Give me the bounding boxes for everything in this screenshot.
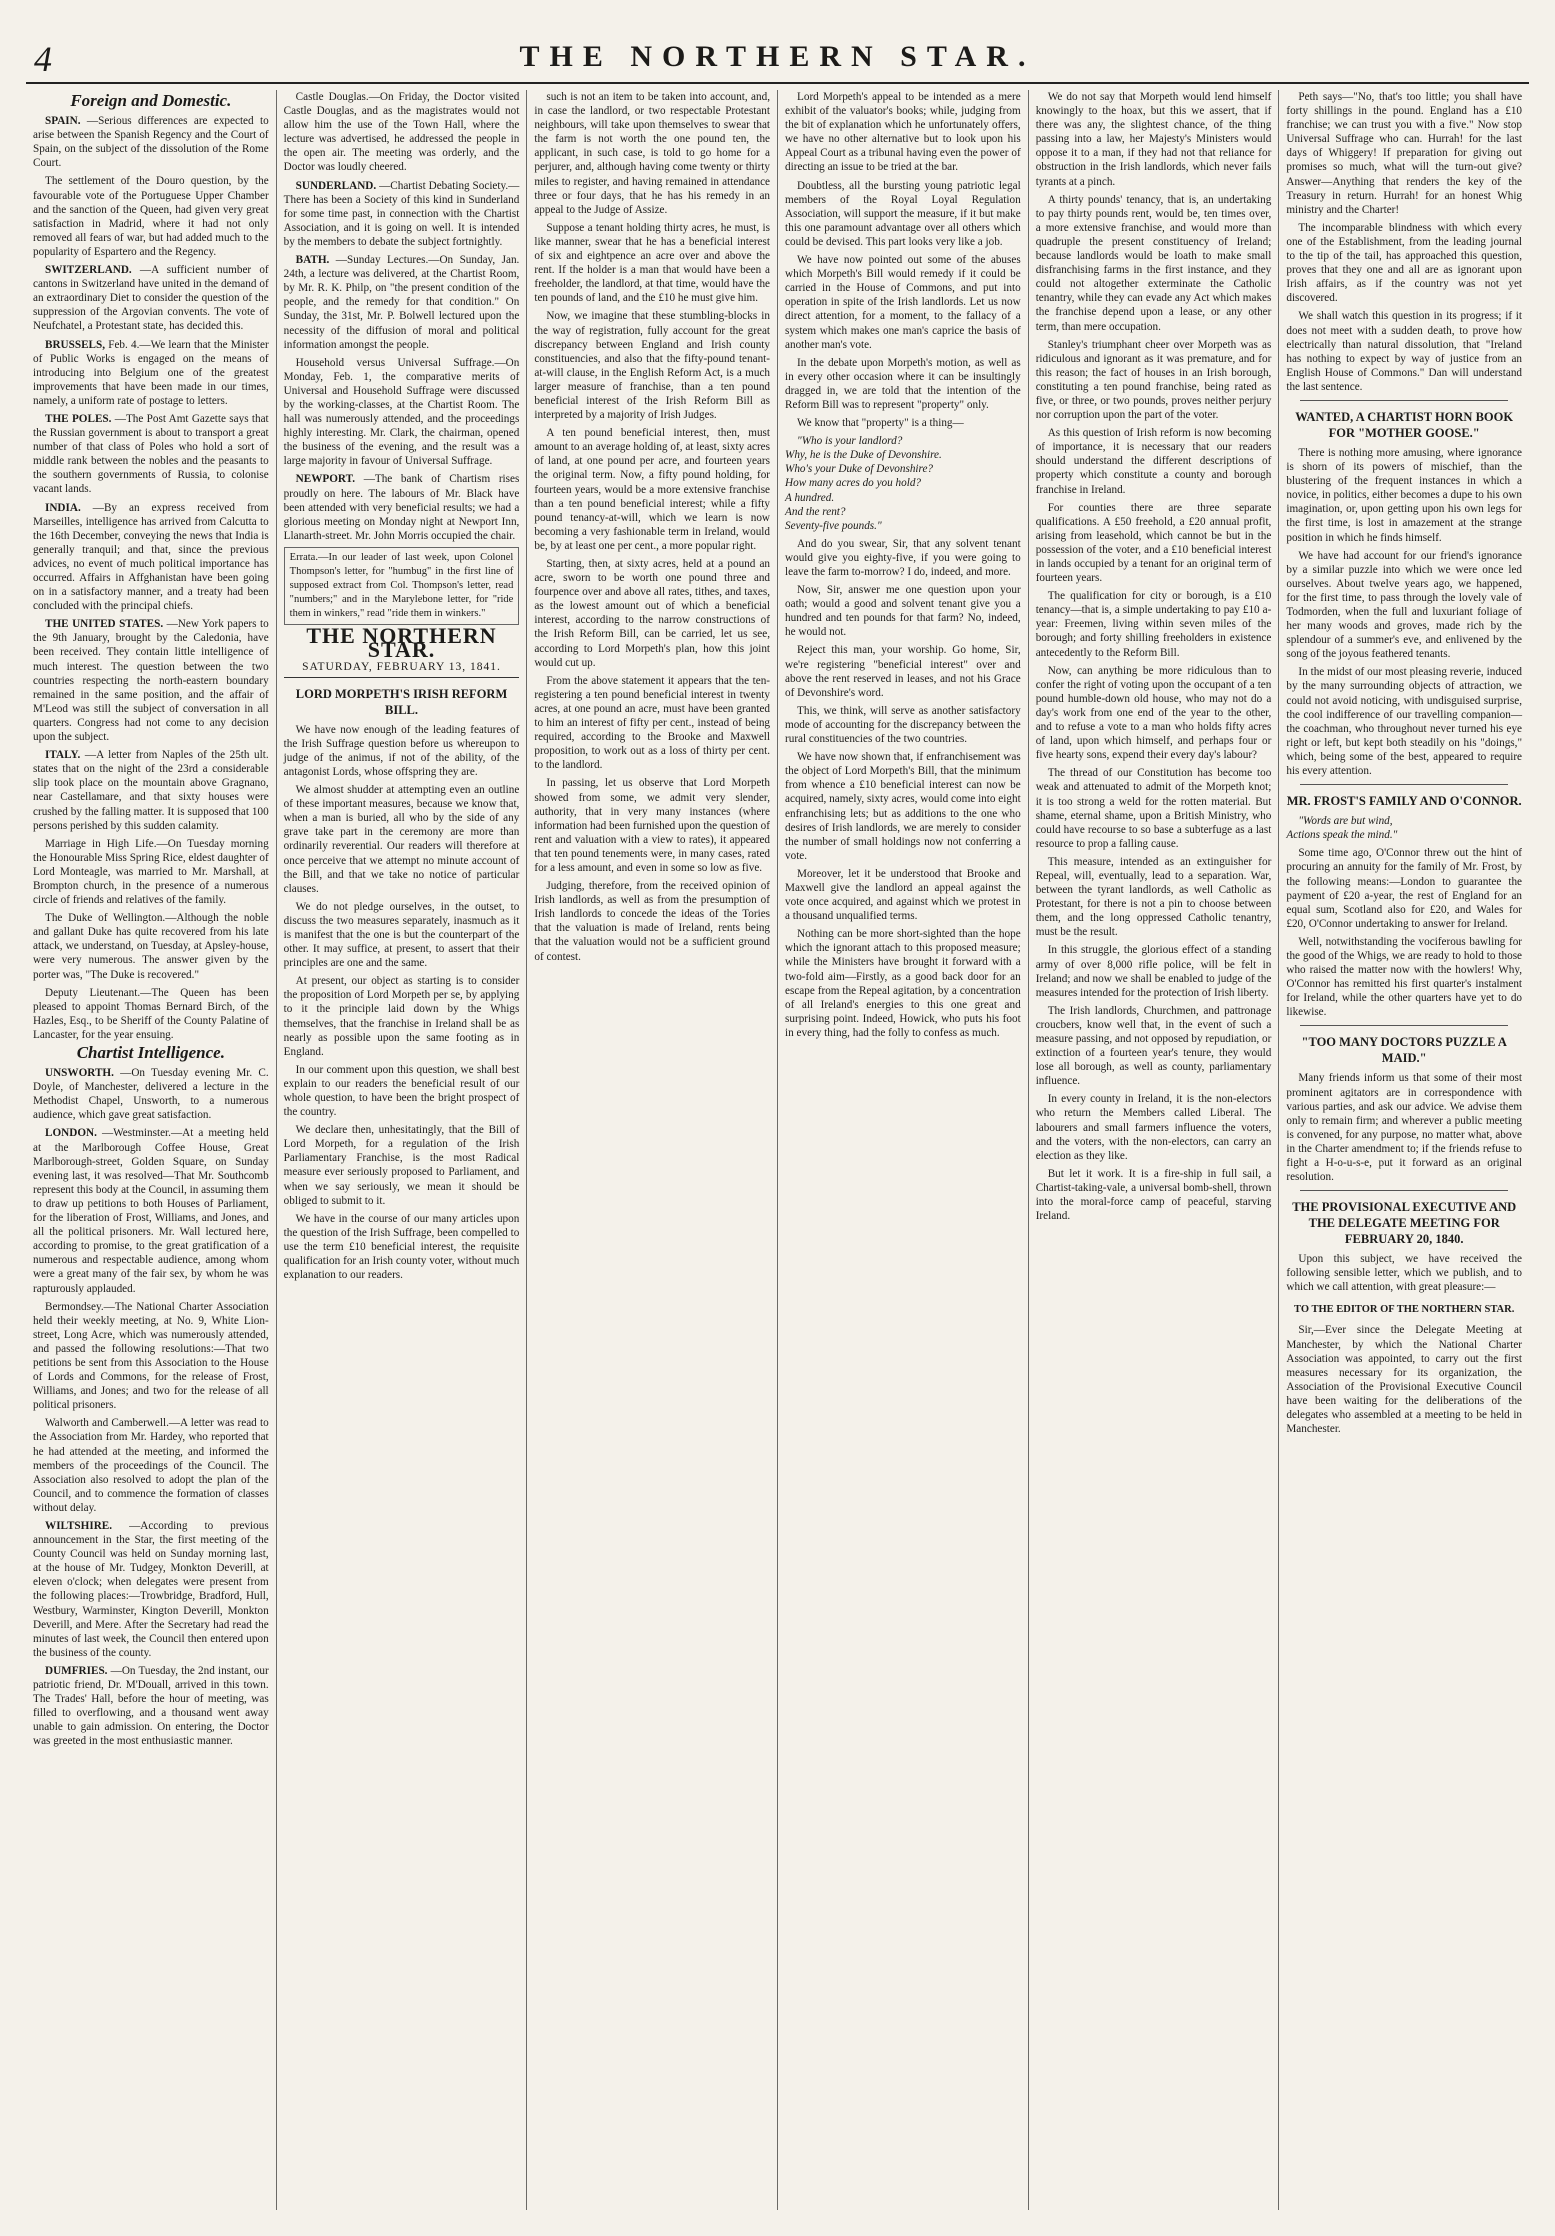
paragraph: Castle Douglas.—On Friday, the Doctor visited Castle Douglas, and as the magistrates would not allow him the use of the Town Hall, where the lecture was advertised, he addressed the people in the open air. The meeting was orderly, and the Doctor was loudly cheered. xyxy=(283,91,520,174)
paragraph: In passing, let us observe that Lord Morpeth showed from some, we admit very slender, authority, that in very many instances (where information had been furnished upon the question of rent and valuation with a view to rates), it appeared that ten pound tenements were, in many cases, rated for a less amount, and even in some so low as five. xyxy=(534,777,771,874)
divider xyxy=(1300,784,1508,785)
paragraph: For counties there are three separate qualifications. A £50 freehold, a £20 annual profit, arising from leasehold, which cannot be but in the possession of the voter, and a £10 beneficial interest in lands occupied by a tenant for an original term of fourteen years. xyxy=(1035,501,1272,585)
errata-notice: Errata.—In our leader of last week, upon Colonel Thompson's letter, for "humbug" in the first line of supposed extract from Col. Thompson's letter, read "numbers;" and in the Marylebone letter, for "ride them in winkers," read "ride them in winkers." xyxy=(284,547,520,625)
paragraph: In our comment upon this question, we shall best explain to our readers the beneficial result of our whole question, to have been the bright prospect of the country. xyxy=(283,1063,520,1119)
editorial-masthead: THE NORTHERN STAR. xyxy=(306,623,497,663)
paragraph: LONDON. —Westminster.—At a meeting held at the Marlborough Coffee House, Great Marlborough-street, Golden Square, on Sunday evening last, it was resolved—That Mr. Southcomb represent this body at the Council, in assuming them to draw up petitions to both Houses of Parliament, for the liberation of Frost, Williams, and Jones, and all the political prisoners. Mr. Wall lectured here, according to promise, to the great gratification of a numerous and respectable audience, among whom were a great many of the fair sex, by whom he was rapturously applauded. xyxy=(33,1127,269,1295)
paragraph: SPAIN. —Serious differences are expected to arise between the Spanish Regency and the Court of Spain, on the subject of the dissolution of the Rome Court. xyxy=(33,115,269,170)
paragraph: The thread of our Constitution has become too weak and attenuated to admit of the Morpeth knot; it is too strong a weld for the rotten material. But shame, eternal shame, upon a British Ministry, who could have recourse to so base a subterfuge as a last resource to prop a falling cause. xyxy=(1035,767,1272,850)
paragraph: We know that "property" is a thing— xyxy=(797,417,964,430)
paragraph: NEWPORT. —The bank of Chartism rises proudly on here. The labours of Mr. Black have been attended with very beneficial results; we had a glorious meeting on Monday night at Newport Inn, Llanarth-street. Mr. John Morris occupied the chair. xyxy=(283,473,520,542)
column-5 xyxy=(1029,90,1280,2210)
column-4 xyxy=(778,90,1029,2210)
paragraph: Bermondsey.—The National Charter Association held their weekly meeting, at No. 9, White Lion-street, Long Acre, which was numerously attended, and passed the following resolutions:—That two petitions be sent from this Association to the House of Lords and Commons, for the release of Frost, Williams, and Jones; and two for the release of all political prisoners. xyxy=(33,1300,269,1412)
paragraph: Sir,—Ever since the Delegate Meeting at Manchester, by which the National Charter Association was appointed, to carry out the first measures necessary for its organization, the Association of the Provisional Executive Council have been waiting for the deliberations of the delegates who assembled at a meeting to be held in Manchester. xyxy=(1286,1324,1523,1436)
divider xyxy=(1300,1190,1508,1191)
article-headline: THE PROVISIONAL EXECUTIVE AND THE DELEGATE MEETING FOR FEBRUARY 20, 1840. xyxy=(1292,1200,1517,1247)
paragraph: Well, notwithstanding the vociferous bawling for the good of the Whigs, we are ready to hold to those who raised the matter now with the howlers! Why, O'Connor has remitted his first quarter's instalment for Ireland, while the other quarters have yet to do likewise. xyxy=(1286,935,1523,1019)
paragraph: In the debate upon Morpeth's motion, as well as in every other occasion where it can be insultingly dragged in, we are told that the intention of the Reform Bill was to represent "property" only. xyxy=(785,356,1021,411)
paragraph: ITALY. —A letter from Naples of the 25th ult. states that on the night of the 23rd a considerable slip took place on the mountain above Gragnano, near Castellamare, and that sixty houses were crushed by the falling matter. It is supposed that 100 persons perished by this sudden calamity. xyxy=(33,749,269,832)
paragraph: Upon this subject, we have received the following sensible letter, which we publish, and to which we call attention, with great pleasure:— xyxy=(1286,1253,1523,1294)
paragraph: Lord Morpeth's appeal to be intended as a mere exhibit of the valuator's books; while, judging from the bit of explanation which he unfortunately offers, we have no other alternative but to look upon his Appeal Court as a tribunal having even the power of directing an issue to be tried at the bar. xyxy=(785,91,1021,174)
masthead xyxy=(26,30,1529,84)
paragraph: THE POLES. —The Post Amt Gazette says that the Russian government is about to transport a great number of that class of Poles who hold a sort of middle rank between the nobles and the peasants to the southern governments of Russia, to colonise vacant lands. xyxy=(33,412,269,496)
paragraph: We have now shown that, if enfranchisement was the object of Lord Morpeth's Bill, that the minimum from whence a £10 beneficial interest can now be acquired, namely, sixty acres, would come into eight enfranchising lets; but as additions to the one who desires of Irish landlords, we are merely to consider the number of small holdings now not conferring a vote. xyxy=(785,751,1021,862)
paragraph: But let it work. It is a fire-ship in full sail, a Chartist-taking-vale, a universal bomb-shell, thrown into the moral-force camp of peaceful, starving Ireland. xyxy=(1035,1167,1272,1223)
paragraph: DUMFRIES. —On Tuesday, the 2nd instant, our patriotic friend, Dr. M'Douall, arrived in this town. The Trades' Hall, before the hour of meeting, was filled to overflowing, and a thousand went away unable to gain admission. On entering, the Doctor was greeted in the most enthusiastic manner. xyxy=(33,1664,269,1748)
paragraph: This, we think, will serve as another satisfactory mode of accounting for the discrepancy between the rural constituencies of the two countries. xyxy=(785,704,1021,746)
paragraph: Deputy Lieutenant.—The Queen has been pleased to appoint Thomas Bernard Birch, of the Hazles, Esq., to be Sheriff of the County Palatine of Lancaster, for the year ensuing. xyxy=(33,986,269,1041)
paragraph: Now, we imagine that these stumbling-blocks in the way of registration, fully account for the great discrepancy between England and Irish county constituencies, and also that the fifty-pound tenant-at-will clause, in the English Reform Act, is a much larger measure of franchise, than a ten pound beneficial interest of the Irish Reform Bill as interpreted by a majority of Irish Judges. xyxy=(534,310,771,422)
paragraph: A ten pound beneficial interest, then, must amount to an average holding of, at least, sixty acres of land, at one pound per acre, and fourteen years the original term. Now, a fifty pound holding, for fourteen years, would be a more extensive franchise than a ten pound beneficial interest; while a fifty pound tenancy-at-will, which we learn is now becoming a very fashionable term in Ireland, would be, by at least one per cent., a more popular right. xyxy=(534,427,771,552)
article-headline: MR. FROST'S FAMILY AND O'CONNOR. xyxy=(1286,794,1522,809)
paragraph: Marriage in High Life.—On Tuesday morning the Honourable Miss Spring Rice, eldest daughter of Lord Monteagle, was married to Mr. Marshall, at Brompton church, in the presence of a numerous circle of friends and relatives of the family. xyxy=(33,837,269,907)
paragraph: Nothing can be more short-sighted than the hope which the ignorant attach to this proposed measure; while the Ministers have brought it forward with a two-fold aim—Firstly, as a good back door for an escape from the Repeal agitation, by a concentration of all Ireland's energies to this one great and surprising point. Indeed, Howick, who puts his foot in every thing, had the folly to confess as much. xyxy=(785,928,1021,1039)
paragraph: Many friends inform us that some of their most prominent agitators are in correspondence with various parties, and ask our advice. We advise them only to remain firm; and wherever a public meeting is convened, for any purpose, no matter what, above in the Charter amendment to; if the friends refuse to fight a H-o-u-s-e, put it forward as an original resolution. xyxy=(1286,1072,1523,1184)
column-2 xyxy=(277,90,528,2210)
epigraph: "Words are but wind, Actions speak the mind." xyxy=(1286,815,1398,842)
paragraph: The settlement of the Douro question, by the favourable vote of the Portuguese Upper Chamber and the sanction of the Queen, had given very great satisfaction in Madrid, where it had not only removed all fears of war, but had added much to the popularity of Espartero and the Regency. xyxy=(33,175,269,258)
paragraph: In this struggle, the glorious effect of a standing army of over 8,000 rifle police, will be felt in Ireland; and now we shall be enabled to judge of the measures intended for the protection of Irish liberty. xyxy=(1035,944,1272,999)
paragraph: Peth says—"No, that's too little; you shall have forty shillings in the pound. England has a £10 franchise; we can trust you with a five." Now stop Universal Suffrage who can. Hurrah! for the last days of Whiggery! If preparation for giving out promises so much, what will the turn-out give? Answer—Anything that renders the key of the Treasury in return. Hurrah! for an honest Whig ministry and the Charter! xyxy=(1286,91,1523,216)
paragraph: The incomparable blindness with which every one of the Establishment, from the leading journal to the tip of the tail, has approached this question, proves that they one and all are as ignorant upon Irish affairs, as if the country was not yet discovered. xyxy=(1286,221,1523,305)
paragraph: In the midst of our most pleasing reverie, induced by the many surrounding objects of attraction, we could not avoid noticing, with undisguised surprise, the cool indifference of our travelling companion—the coachman, who throughout never turned his eye right or left, but kept both steadily on his "doings," which, being some of the best, appeared to require his every attention. xyxy=(1286,666,1523,778)
paragraph: From the above statement it appears that the ten-registering a ten pound beneficial interest in twenty acres, at one pound an acre, must have been granted to him an interest of fifty per cent., instead of being required, according to the Brooke and Maxwell proposition, to work out as a loss of thirty per cent. to the landlord. xyxy=(534,674,771,772)
paragraph: Stanley's triumphant cheer over Morpeth was as ridiculous and ignorant as it was premature, and for this reason; the fact of houses in an Irish borough, constituting a ten pound franchise, being rated as five, or three, or two pounds, proves neither perjury nor corruption upon the part of the voter. xyxy=(1035,338,1272,422)
paragraph: And do you swear, Sir, that any solvent tenant would give you eighty-five, if you were going to leave the farm to-morrow? I do, indeed, and more. xyxy=(785,537,1021,578)
paragraph: UNSWORTH. —On Tuesday evening Mr. C. Doyle, of Manchester, delivered a lecture in the Methodist Chapel, Unsworth, to a numerous audience, which gave great satisfaction. xyxy=(33,1067,269,1122)
paragraph: INDIA. —By an express received from Marseilles, intelligence has arrived from Calcutta to the 16th December, conveying the news that India is generally tranquil; and that, since the previous advices, no event of much political importance has occurred. Affairs in Affghanistan have been going on in a satisfactory manner, and a treaty had been concluded with the principal chiefs. xyxy=(33,501,269,613)
paragraph: At present, our object as starting is to consider the proposition of Lord Morpeth per se, by applying to it the principle laid down by the Whigs themselves, that the franchise in Ireland shall be as nearly as possible upon the same footing as in England. xyxy=(283,975,520,1058)
divider xyxy=(1300,400,1508,401)
paragraph: We declare then, unhesitatingly, that the Bill of Lord Morpeth, for a regulation of the Irish Parliamentary Franchise, is the most Radical measure ever seriously proposed to Parliament, and when we say seriously, we mean it should be obliged to submit to it. xyxy=(283,1124,520,1207)
columns xyxy=(26,90,1529,2210)
paragraph: Suppose a tenant holding thirty acres, he must, is like manner, swear that he has a beneficial interest of six and eightpence an acre over and above the rent. If the holder is a man that would have been a freeholder, the landlord, at that time, would have the ten pounds of land, and the £10 he must give him. xyxy=(534,221,771,305)
paragraph: We have in the course of our many articles upon the question of the Irish Suffrage, been compelled to use the term £10 beneficial interest, the requisite qualification for an Irish county voter, without much explanation to our readers. xyxy=(283,1212,520,1282)
paragraph: Some time ago, O'Connor threw out the hint of procuring an annuity for the family of Mr. Frost, by the following means:—London to guarantee the payment of £20 a-year, the rest of England for an equal sum, Scotland also for £20, and Wales for £20, O'Connor undertaking to answer for Ireland. xyxy=(1286,847,1523,930)
paragraph: There is nothing more amusing, where ignorance is shorn of its powers of mischief, than the blustering of the frequent instances in which a novice, in politics, either becomes a dupe to his own imagination, or, upon getting upon his own legs for the first time, is lost in amazement at the strange position in which he finds himself. xyxy=(1286,446,1523,544)
page-number: 4 xyxy=(34,39,52,79)
paragraph: Moreover, let it be understood that Brooke and Maxwell give the landlord an appeal against the vote once acquired, and against which we protest in a thousand unqualified terms. xyxy=(785,867,1021,923)
paragraph: Now, can anything be more ridiculous than to confer the right of voting upon the occupant of a ten pound humble-down old house, who may not do a day's work from one end of the year to the other, and to refuse a vote to a man who holds fifty acres of land, upon which himself, and perhaps four or five hearty sons, expend their every day's labour? xyxy=(1035,664,1272,762)
article-headline: "TOO MANY DOCTORS PUZZLE A MAID." xyxy=(1301,1035,1507,1066)
paragraph: SUNDERLAND. —Chartist Debating Society.—There has been a Society of this kind in Sunderland for some time past, in connection with the Chartist Association, and it is going on well. It is intended by the members to debate the subject fortnightly. xyxy=(283,179,520,248)
paragraph: Household versus Universal Suffrage.—On Monday, Feb. 1, the comparative merits of Universal and Household Suffrage were discussed by the working-classes, at the Chartist Room. The hall was numerously attended, and the proceedings highly interesting. Mr. Clark, the chairman, opened the business of the evening, and the result was a large majority in favour of Universal Suffrage. xyxy=(283,356,520,468)
paragraph: Judging, therefore, from the received opinion of Irish landlords, as well as from the presumption of Irish landlords to concede the ideas of the Tories that the valuation is made of Ireland, rents being that the valuation would not be a sufficient ground of contest. xyxy=(534,880,771,963)
paragraph: The Irish landlords, Churchmen, and pattronage croucbers, know well that, in the event of such a measure passing, and not opposed by repudiation, or extinction of a fourteen year's tenure, they would lose all borough, as well as county, parliamentary influence. xyxy=(1035,1004,1272,1088)
column-6 xyxy=(1279,90,1529,2210)
paragraph: Starting, then, at sixty acres, held at a pound an acre, sworn to be worth one pound three and fourpence over and above all rates, tithes, and taxes, as the lowest amount out of which a beneficial interest, according to the narrow constructions of the Irish Reform Bill, can be carried, let us see, according to Lord Morpeth's plan, how this joint would cut up. xyxy=(534,558,771,669)
paragraph: We do not say that Morpeth would lend himself knowingly to the hoax, but this we assert, that if there was any, the slightest chance, of the thing passing into a law, her Majesty's Ministers would oppose it to a man, if they had not that reliance for obstruction in the Irish landlords, which never fails tyrants at a pinch. xyxy=(1035,91,1272,188)
paragraph: Walworth and Camberwell.—A letter was read to the Association from Mr. Hardey, who reported that he had attended at the meeting, and informed the members of the proceedings of the Council. The Association also resolved to adopt the plan of the Council, and to commence the formation of classes without delay. xyxy=(33,1417,269,1514)
section-heading-foreign: Foreign and Domestic. xyxy=(70,91,232,110)
paragraph: WILTSHIRE. —According to previous announcement in the Star, the first meeting of the County Council was held on Sunday morning last, at the house of Mr. Tudgey, Monkton Deverill, at eleven o'clock; when delegates were present from the following places:—Trowbridge, Bradford, Hull, Westbury, Warminster, Kington Deverill, Monkton Deverill, and Mere. After the Secretary had read the minutes of last week, the Council then entered upon the business of the county. xyxy=(33,1520,269,1659)
paragraph: such is not an item to be taken into account, and, in case the landlord, or two respectable Protestant neighbours, will take upon themselves to swear that the farm is not worth the one pound ten, the applicant, in such case, is told to go home for a perjurer, and, although having come twenty or thirty miles to register, and having remained in attendance three or four days, that he has his remedy in an appeal to the Judge of Assize. xyxy=(534,91,771,216)
paragraph: In every county in Ireland, it is the non-electors who return the Members called Liberal. The labourers and small farmers influence the voters, and the voters, with the non-electors, can carry an election as they like. xyxy=(1035,1093,1272,1162)
newspaper-title: THE NORTHERN STAR. xyxy=(519,40,1036,73)
dialogue-verse: "Who is your landlord? Why, he is the Duke of Devonshire. Who's your Duke of Devonshire? How many acres do you hold? A hundred. And the rent? Seventy-five pounds." xyxy=(785,435,942,532)
letter-heading: TO THE EDITOR OF THE NORTHERN STAR. xyxy=(1294,1304,1515,1316)
paragraph: BRUSSELS, Feb. 4.—We learn that the Minister of Public Works is engaged on the means of introducing into Belgium one of the greatest improvements that have been made in our times, namely, a uniform rate of postage to letters. xyxy=(33,338,269,407)
issue-date: SATURDAY, FEBRUARY 13, 1841. xyxy=(284,660,520,678)
paragraph: We shall watch this question in its progress; if it does not meet with a sudden death, to prove how electrically than natural dissolution, that "Ireland has nothing to expect by way of justice from an English House of Commons." Dan will understand the last sentence. xyxy=(1286,310,1523,393)
paragraph: We have had account for our friend's ignorance by a similar puzzle into which we were once led ourselves. About twelve years ago, we happened, for the first time, to pass through the lovely vale of Todmorden, when the full and luxuriant foliage of her many woods and groves, made rich by the splendour of a summer's eve, and enlivened by the song of the joyous feathered tenants. xyxy=(1286,549,1523,661)
paragraph: Now, Sir, answer me one question upon your oath; would a good and solvent tenant give you a hundred and ten pounds for that farm? No, indeed, he would not. xyxy=(785,584,1021,639)
paragraph: Doubtless, all the bursting young patriotic legal members of the Royal Loyal Regulation Association, will support the measure, if it but make this one paramount advantage over all others which could be devised. This part looks very like a job. xyxy=(785,179,1021,248)
paragraph: As this question of Irish reform is now becoming of importance, it is necessary that our readers should understand the different descriptions of property which constitute a county and borough franchise in Ireland. xyxy=(1035,427,1272,496)
paragraph: We do not pledge ourselves, in the outset, to discuss the two measures separately, inasmuch as it is manifest that the one is but the counterpart of the other. It may suffice, at present, to assert that their principles are one and the same. xyxy=(283,900,520,970)
paragraph: Reject this man, your worship. Go home, Sir, we're registering "beneficial interest" over and above the rent reserved in leases, and not his Grace of Devonshire's word. xyxy=(785,644,1021,699)
paragraph: We have now enough of the leading features of the Irish Suffrage question before us whereupon to judge of the animus, if not of the ability, of the antagonist Lords, whose offspring they are. xyxy=(283,723,520,778)
divider xyxy=(1300,1025,1508,1026)
paragraph: SWITZERLAND. —A sufficient number of cantons in Switzerland have united in the demand of an extraordinary Diet to consider the question of the suppression of the Argovian convents. The vote of Neufchatel, a Protestant state, has decided this. xyxy=(33,264,269,333)
paragraph: BATH. —Sunday Lectures.—On Sunday, Jan. 24th, a lecture was delivered, at the Chartist Room, by Mr. R. K. Philp, on "the present condition of the people, and the remedy for that condition." On Sunday, the 31st, Mr. P. Bolwell lectured upon the necessity of the diffusion of moral and political information amongst the people. xyxy=(283,254,520,351)
column-1 xyxy=(26,90,277,2210)
editorial-headline: LORD MORPETH'S IRISH REFORM BILL. xyxy=(295,686,508,717)
column-3 xyxy=(527,90,778,2210)
paragraph: A thirty pounds' tenancy, that is, an undertaking to pay thirty pounds rent, would be, ten times over, a more extensive franchise, and would more than quadruple the present constituency of Ireland; because landlords would be loath to make small disfranchising farms in the first instance, and they could not altogether exterminate the Catholic tenantry, while they can evade any Act which makes the franchise depend upon a lease, or any other term, than mere occupation. xyxy=(1035,193,1272,333)
paragraph: We almost shudder at attempting even an outline of these important measures, because we know that, when a man is buried, all who by the side of any grave take part in the ceremony are more than ordinarily reverential. Our readers will therefore at once perceive that we attempt no minute account of the Bill, and that we take no notice of particular clauses. xyxy=(283,784,520,895)
article-headline: WANTED, A CHARTIST HORN BOOK FOR "MOTHER GOOSE." xyxy=(1295,409,1514,440)
paragraph: The Duke of Wellington.—Although the noble and gallant Duke has quite recovered from his late attack, we understand, on Tuesday, at Apsley-house, were very numerous. The answer given by the porter was, "The Duke is recovered." xyxy=(33,912,269,981)
paragraph: We have now pointed out some of the abuses which Morpeth's Bill would remedy if it could be carried in the House of Commons, and put into operation in spite of the Irish landlords. Let us now direct attention, for a moment, to the fallacy of a system which makes one man's caprice the basis of another man's vote. xyxy=(785,254,1021,351)
paragraph: This measure, intended as an extinguisher for Repeal, will, eventually, lead to a separation. War, between the tyrant landlords, as well Catholic as Protestant, for there is not a pin to choose between them, and the long oppressed Catholic tenantry, must be the result. xyxy=(1035,855,1272,939)
section-heading-chartist: Chartist Intelligence. xyxy=(76,1043,225,1062)
paragraph: The qualification for city or borough, is a £10 tenancy—that is, a simple undertaking to pay £10 a-year: Freemen, living within seven miles of the borough; and forty shilling freeholders in existence antecedently to the Reform Bill. xyxy=(1035,590,1272,659)
paragraph: THE UNITED STATES. —New York papers to the 9th January, brought by the Caledonia, have been received. They contain little intelligence of much interest. The question between the two countries respecting the north-eastern boundary remained in the same position, and the affair of M'Leod was still the subject of conversation in all quarters. Congress had not come to any decision upon the subject. xyxy=(33,618,269,744)
